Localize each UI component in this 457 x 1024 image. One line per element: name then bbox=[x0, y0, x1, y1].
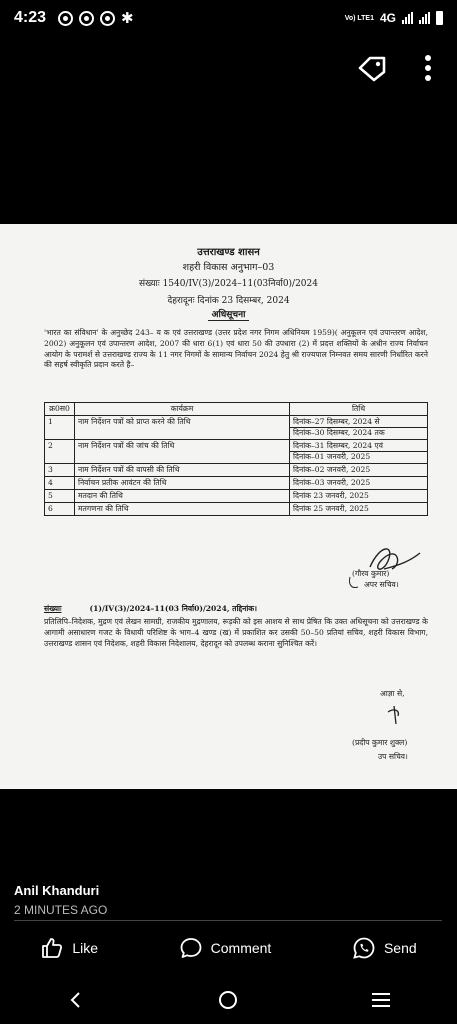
comment-icon bbox=[179, 936, 203, 960]
document-image bbox=[0, 224, 457, 789]
action-bar bbox=[0, 930, 457, 966]
date-line: दिनांक–01 जनवरी, 2025 bbox=[293, 452, 371, 461]
doc-header-section: शहरी विकास अनुभाग–03 bbox=[182, 262, 275, 273]
back-icon[interactable] bbox=[64, 988, 88, 1012]
signature-image bbox=[376, 702, 416, 730]
doc-paragraph: 'भारत का संविधान' के अनुच्छेद 243– य क एवं उत्तराखण्ड (उत्तर प्रदेश नगर निगम अधिनियम 1959)( अनुकूलन एवं उपान्तरण आदेश, 2002) अनुकूलन एवं उपान्तरण आदेश, 2007 की धारा 6(1) एवं धारा 50 की उपधारा (2) में प्रदत्त शक्तियों के अधीन राज्य निर्वाचन आयोग के परामर्श से उत्तराखण्ड राज्य के 11 नगर निगमों के सामान्य निर्वाचन 2024 हेतु श्री राज्यपाल निम्नवत समय सारणी निर्धारित करने की सहर्ष स्वीकृति प्रदान करते है– bbox=[44, 328, 428, 370]
table-cell-no: 4 bbox=[45, 477, 75, 490]
table-cell-no: 3 bbox=[45, 464, 75, 477]
date-line: दिनांक–27 दिसम्बर, 2024 से bbox=[290, 417, 427, 428]
network-type: 4G bbox=[379, 11, 396, 25]
battery-icon bbox=[436, 11, 443, 25]
table-row bbox=[45, 440, 428, 464]
doc-reference-label: संख्याः bbox=[44, 604, 62, 613]
table-cell-date: दिनांक–02 जनवरी, 2025 bbox=[290, 464, 428, 477]
post-time: 2 MINUTES AGO bbox=[14, 903, 108, 917]
table-cell-date: दिनांक–03 जनवरी, 2025 bbox=[290, 477, 428, 490]
post-author[interactable]: Anil Khanduri bbox=[14, 883, 100, 898]
volte-label: Vo) LTE1 bbox=[344, 14, 374, 22]
notification-icon bbox=[100, 11, 115, 26]
like-button[interactable] bbox=[40, 936, 98, 960]
table-header: कार्यक्रम bbox=[75, 403, 290, 416]
table-row bbox=[45, 477, 428, 490]
doc-copy-paragraph: प्रतिलिपि–निदेशक, मुद्रण एवं लेखन सामग्री, राजकीय मुद्रणालय, रूड़की को इस आशय से साथ प्रेषित कि उक्त अधिसूचना को उत्तराखण्ड के आगामी असाधारण गजट के विधायी परिशिष्ट के भाग–4 खण्ड (ख) में प्रकाशित कर उसकी 50–50 प्रतियां सचिव, शहरी विकास विभाग, उत्तराखण्ड शासन एवं निदेशक, शहरी विकास निदेशालय, देहरादून को उपलब्ध कराना सुनिश्चित करें। bbox=[44, 617, 428, 649]
notification-icon bbox=[79, 11, 94, 26]
signatory1-title: अपर सचिव। bbox=[364, 580, 399, 589]
table-cell-no: 1 bbox=[45, 416, 75, 440]
settings-gear-icon: ✱ bbox=[121, 9, 134, 27]
table-header: तिथि bbox=[290, 403, 428, 416]
table-cell-program: नाम निर्देशन पत्रों की वापसी की तिथि bbox=[75, 464, 290, 477]
table-row bbox=[45, 464, 428, 477]
doc-notification-title: अधिसूचना bbox=[208, 310, 250, 321]
doc-reference-text: (1)/IV(3)/2024–11(03 निर्वा0)/2024, तद्दिनांक। bbox=[89, 604, 258, 613]
doc-header-government: उत्तराखण्ड शासन bbox=[197, 247, 260, 258]
notification-icons bbox=[58, 11, 134, 26]
thumbs-up-icon bbox=[40, 936, 64, 960]
like-label: Like bbox=[72, 940, 98, 956]
table-cell-date bbox=[290, 416, 428, 440]
doc-header-date: देहरादूनः दिनांक 23 दिसम्बर, 2024 bbox=[167, 296, 290, 306]
schedule-table bbox=[44, 402, 428, 516]
divider bbox=[14, 920, 442, 921]
table-cell-date bbox=[290, 440, 428, 464]
recent-apps-icon[interactable] bbox=[369, 988, 393, 1012]
doc-order-text: आज्ञा से, bbox=[380, 689, 405, 698]
table-header: क्र0स0 bbox=[45, 403, 75, 416]
table-cell-no: 2 bbox=[45, 440, 75, 464]
signal-icon bbox=[402, 12, 413, 24]
whatsapp-icon bbox=[352, 936, 376, 960]
comment-button[interactable] bbox=[179, 936, 272, 960]
notification-icon bbox=[58, 11, 73, 26]
more-options-icon[interactable] bbox=[418, 52, 438, 84]
table-cell-program: नाम निर्देशन पत्रों की जांच की तिथि bbox=[75, 440, 290, 464]
table-row bbox=[45, 503, 428, 516]
table-cell-no: 6 bbox=[45, 503, 75, 516]
table-cell-program: मतगणना की तिथि bbox=[75, 503, 290, 516]
table-cell-date: दिनांक 23 जनवरी, 2025 bbox=[290, 490, 428, 503]
send-label: Send bbox=[383, 940, 417, 956]
table-cell-program: निर्वाचन प्रतीक आवंटन की तिथि bbox=[75, 477, 290, 490]
signal-icon bbox=[419, 12, 430, 24]
status-bar bbox=[0, 0, 457, 36]
navigation-bar bbox=[0, 976, 457, 1024]
table-row bbox=[45, 416, 428, 440]
date-line: दिनांक–31 दिसम्बर, 2024 एवं bbox=[290, 441, 427, 452]
table-cell-date: दिनांक 25 जनवरी, 2025 bbox=[290, 503, 428, 516]
status-time: 4:23 bbox=[14, 9, 47, 26]
table-cell-program: मतदान की तिथि bbox=[75, 490, 290, 503]
table-row bbox=[45, 490, 428, 503]
signatory1-name: (गौरव कुमार) bbox=[352, 569, 390, 578]
table-header-row bbox=[45, 403, 428, 416]
signatory2-name: (प्रदीप कुमार शुक्ल) bbox=[352, 738, 408, 747]
status-right bbox=[345, 11, 443, 25]
signatory2-title: उप सचिव। bbox=[378, 752, 408, 761]
home-icon[interactable] bbox=[216, 988, 240, 1012]
doc-header-number: संख्याः 1540/IV(3)/2024–11(03निर्वा0)/2024 bbox=[138, 279, 318, 289]
table-cell-no: 5 bbox=[45, 490, 75, 503]
tag-icon[interactable] bbox=[356, 54, 388, 82]
comment-label: Comment bbox=[210, 940, 272, 956]
doc-header-notification bbox=[0, 307, 457, 320]
doc-reference bbox=[44, 604, 428, 614]
date-line: दिनांक–30 दिसम्बर, 2024 तक bbox=[293, 428, 385, 437]
table-cell-program: नाम निर्देशन पत्रों को प्राप्त करने की तिथि bbox=[75, 416, 290, 440]
send-button[interactable] bbox=[352, 936, 417, 960]
